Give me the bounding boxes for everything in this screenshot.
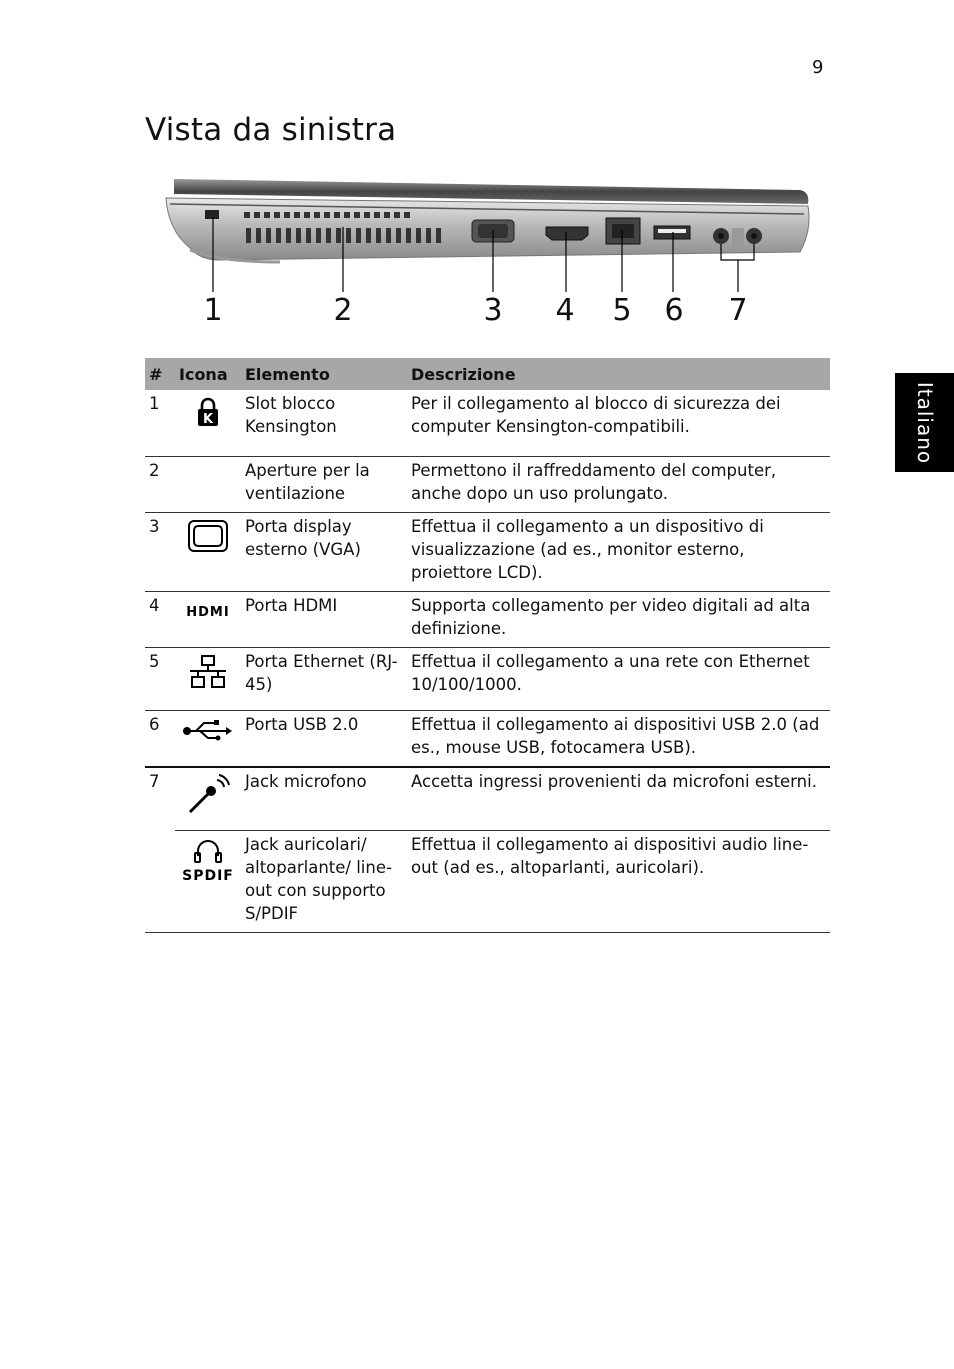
row-num: 5 (145, 647, 175, 710)
svg-text:SPDIF: SPDIF (182, 868, 234, 883)
row-description: Supporta collegamento per video digitali ad alta definizione. (407, 591, 830, 647)
table-row (145, 710, 830, 767)
header-num: # (145, 358, 175, 390)
table-row (145, 647, 830, 710)
table-row (145, 456, 830, 512)
row-element: Porta display esterno (VGA) (241, 512, 407, 591)
row-description: Accetta ingressi provenienti da microfoni esterni. (407, 767, 830, 831)
callout-6: 6 (664, 293, 684, 328)
language-side-tab (895, 373, 954, 472)
row-icon (175, 591, 241, 647)
row-element: Jack auricolari/ altoparlante/ line-out con supporto S/PDIF (241, 831, 407, 933)
svg-text:K: K (202, 412, 214, 427)
callout-1: 1 (203, 293, 223, 328)
row-description: Per il collegamento al blocco di sicurezza dei computer Kensington-compatibili. (407, 390, 830, 456)
header-icon: Icona (175, 358, 241, 390)
row-description: Permettono il raffreddamento del computer, anche dopo un uso prolungato. (407, 456, 830, 512)
page-title: Vista da sinistra (145, 112, 397, 148)
row-element: Porta Ethernet (RJ-45) (241, 647, 407, 710)
row-icon (175, 767, 241, 831)
row-element: Porta HDMI (241, 591, 407, 647)
row-icon (175, 512, 241, 591)
table-row (145, 767, 830, 831)
table-row (145, 591, 830, 647)
callout-4: 4 (555, 293, 575, 328)
microphone-icon (186, 774, 230, 816)
row-description: Effettua il collegamento a un dispositivo di visualizzazione (ad es., monitor esterno, proiettore LCD). (407, 512, 830, 591)
components-table (145, 358, 830, 933)
headphone-spdif-icon (179, 837, 237, 883)
row-element: Slot blocco Kensington (241, 390, 407, 456)
header-description: Descrizione (407, 358, 830, 390)
row-num: 3 (145, 512, 175, 591)
row-num: 4 (145, 591, 175, 647)
language-label: Italiano (912, 381, 937, 464)
row-num: 7 (145, 767, 175, 831)
vga-display-icon (187, 519, 229, 553)
callout-2: 2 (333, 293, 353, 328)
row-num: 6 (149, 714, 160, 734)
row-icon (175, 831, 241, 933)
header-element: Elemento (241, 358, 407, 390)
row-element: Jack microfono (241, 767, 407, 831)
row-description: Effettua il collegamento ai dispositivi audio line-out (ad es., altoparlanti, auricolari). (407, 831, 830, 933)
table-row (145, 512, 830, 591)
table-row (145, 390, 830, 456)
kensington-lock-icon (195, 396, 221, 428)
row-icon (175, 710, 241, 767)
hdmi-icon (180, 598, 236, 622)
row-description: Effettua il collegamento a una rete con Ethernet 10/100/1000. (407, 647, 830, 710)
row-num: 1 (145, 390, 175, 456)
svg-text:HDMI: HDMI (186, 604, 230, 620)
row-icon (175, 390, 241, 456)
page-number: 9 (812, 57, 824, 78)
table-header-row (145, 358, 830, 390)
row-element: Porta USB 2.0 (245, 714, 359, 734)
row-num: 2 (145, 456, 175, 512)
row-description: Effettua il collegamento ai dispositivi USB 2.0 (ad es., mouse USB, fotocamera USB). (411, 714, 820, 757)
row-icon (175, 647, 241, 710)
row-icon (175, 456, 241, 512)
ethernet-icon (188, 654, 228, 690)
callout-5: 5 (612, 293, 632, 328)
row-num (145, 831, 175, 933)
laptop-left-view-figure (160, 170, 820, 340)
usb-icon (182, 717, 234, 743)
row-element: Aperture per la ventilazione (241, 456, 407, 512)
callout-7: 7 (728, 293, 748, 328)
callout-3: 3 (483, 293, 503, 328)
table-row (145, 831, 830, 933)
